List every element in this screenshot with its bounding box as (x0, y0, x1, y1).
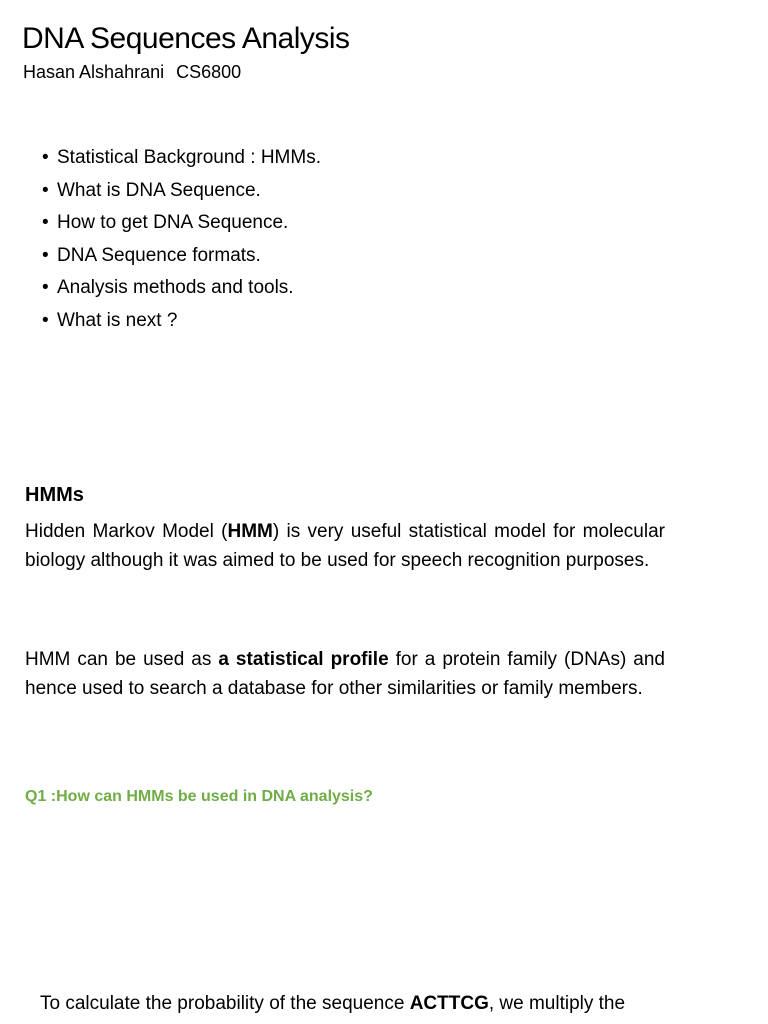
bullet-marker: • (42, 277, 49, 298)
course-code: CS6800 (176, 62, 242, 82)
section-heading-hmms: HMMs (25, 484, 84, 506)
outline-item (42, 142, 321, 175)
outline-item (42, 175, 321, 208)
paragraph-text: ) is very useful statistical model for molecular biology although it was aimed to be used for speech recognition purposes. (25, 521, 665, 571)
outline-item (42, 305, 321, 338)
author-name: Hasan Alshahrani (23, 62, 165, 82)
outline-item (42, 272, 321, 305)
outline-item (42, 207, 321, 240)
hmm-definition-paragraph (25, 517, 665, 575)
bullet-marker: • (42, 244, 49, 266)
question-q1: Q1 :How can HMMs be used in DNA analysis? (25, 788, 373, 805)
outline-item-text: Analysis methods and tools. (57, 277, 294, 298)
bullet-marker: • (42, 179, 49, 201)
paragraph-text: Hidden Markov Model ( (25, 521, 228, 542)
outline-item-text: What is next ? (57, 309, 178, 331)
outline-list (42, 142, 321, 337)
bullet-marker: • (42, 212, 49, 233)
paragraph-text: HMM can be used as (25, 649, 219, 670)
document-title: DNA Sequences Analysis (22, 22, 350, 55)
outline-item-text: How to get DNA Sequence. (57, 212, 289, 233)
paragraph-bold-term: HMM (227, 521, 273, 542)
outline-item-text: DNA Sequence formats. (57, 244, 261, 266)
probability-paragraph (40, 989, 727, 1018)
author-line (23, 62, 241, 83)
paragraph-text: To calculate the probability of the sequence (40, 993, 410, 1014)
hmm-profile-paragraph (25, 645, 665, 703)
outline-item-text: Statistical Background : HMMs. (57, 147, 321, 168)
bullet-marker: • (42, 147, 49, 168)
outline-item (42, 240, 321, 273)
bullet-marker: • (42, 309, 49, 331)
paragraph-text: , we multiply the (488, 993, 626, 1014)
paragraph-bold-term: ACTTCG (409, 993, 489, 1014)
outline-item-text: What is DNA Sequence. (57, 179, 261, 201)
paragraph-text: for a protein family (DNAs) and hence used to search a database for other similarities or family members. (25, 649, 666, 699)
paragraph-bold-term: a statistical profile (218, 649, 389, 670)
